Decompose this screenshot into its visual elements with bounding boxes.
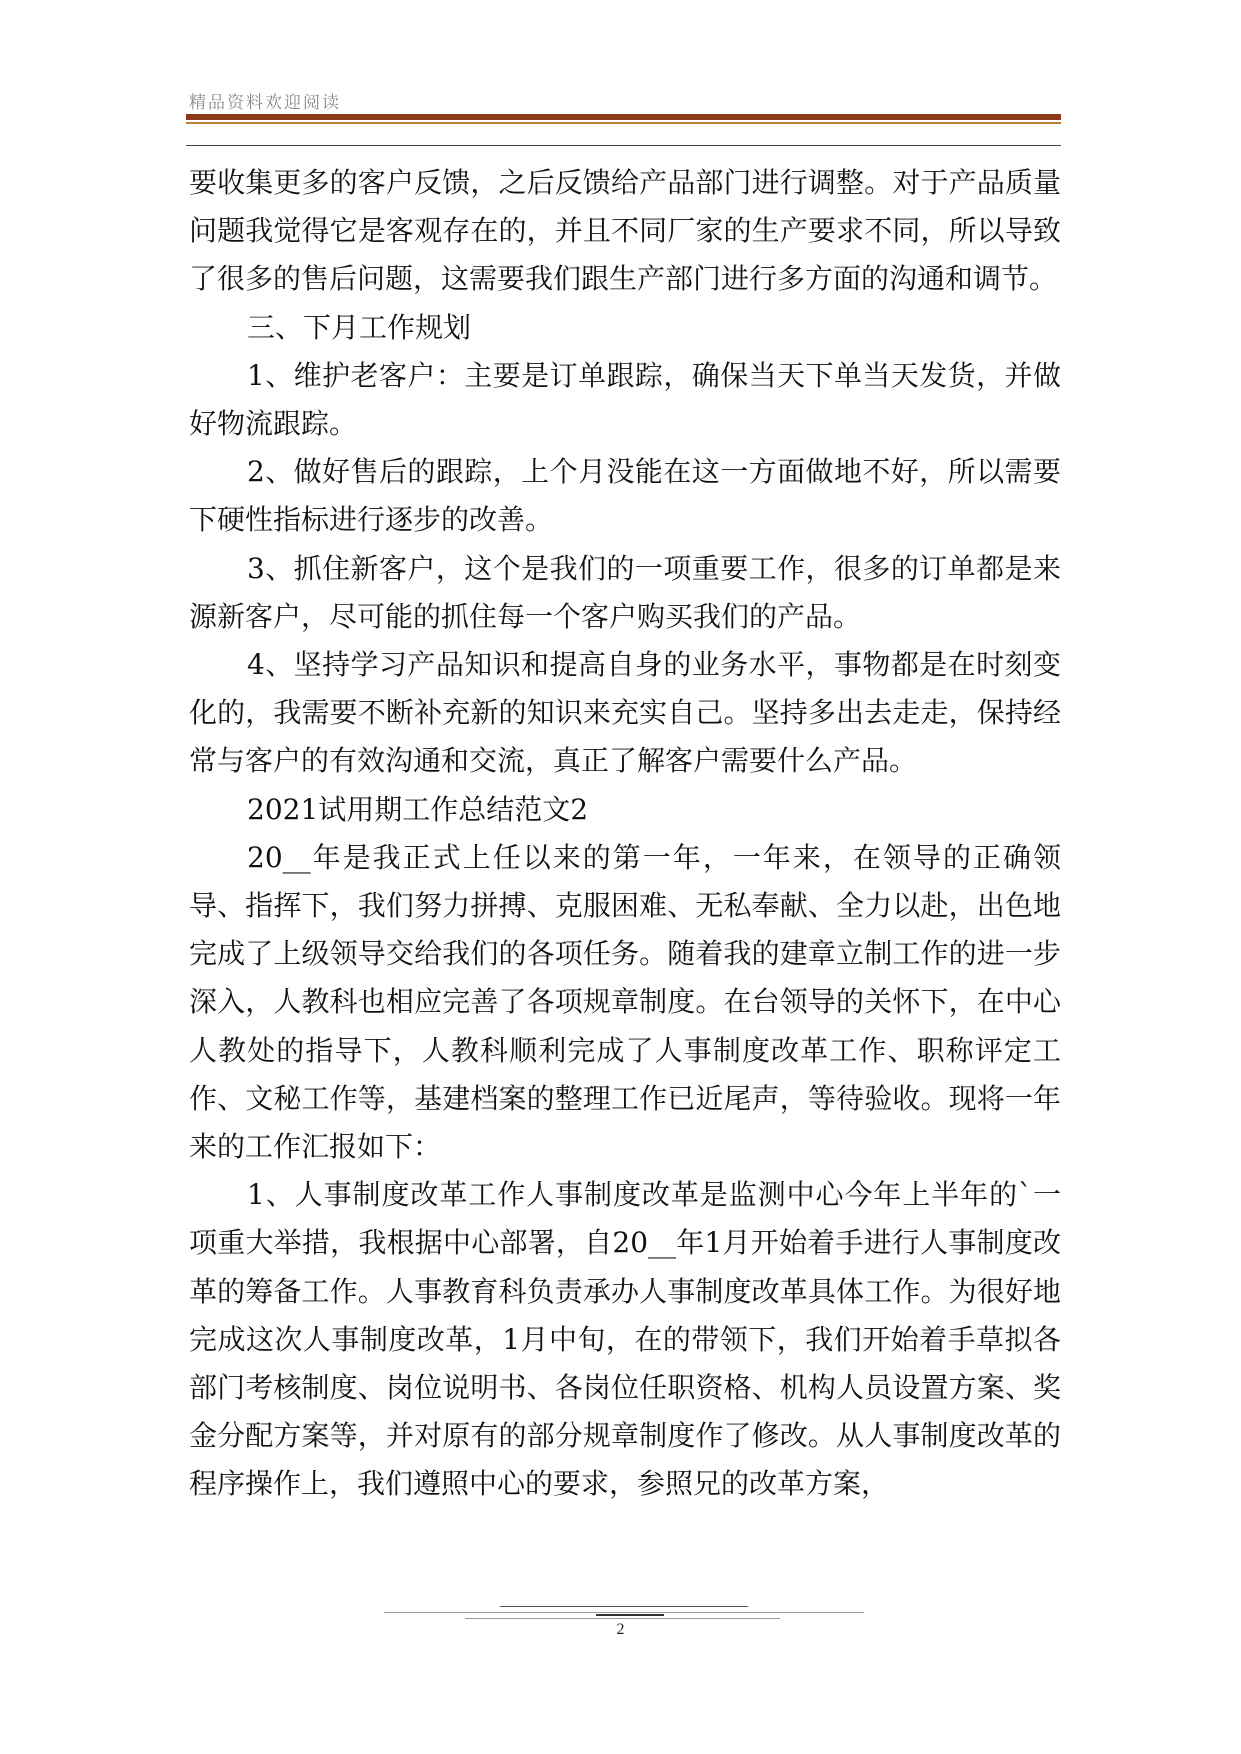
paragraph-hr-reform: 1、人事制度改革工作人事制度改革是监测中心今年上半年的`一项重大举措，我根据中心部署，自20__年1月开始着手进行人事制度改革的筹备工作。人事教育科负责承办人事制度改革具体工作。为很好地完成这次人事制度改革，1月中旬，在的带领下，我们开始着手草拟各部门考核制度、岗位说明书、各岗位任职资格、机构人员设置方案、奖金分配方案等，并对原有的部分规章制度作了修改。从人事制度改革的程序操作上，我们遵照中心的要求，参照兄的改革方案， (189, 1178, 1061, 1501)
footer-divider (384, 1612, 864, 1613)
footer-divider (500, 1606, 748, 1607)
paragraph-item-2: 2、做好售后的跟踪，上个月没能在这一方面做地不好，所以需要下硬性指标进行逐步的改善。 (189, 455, 1061, 537)
paragraph-item-3: 3、抓住新客户，这个是我们的一项重要工作，很多的订单都是来源新客户，尽可能的抓住每一个客户购买我们的产品。 (189, 551, 1061, 633)
document-body (189, 159, 1061, 1509)
page-number: 2 (616, 1621, 625, 1638)
header-divider-thick (186, 114, 1061, 120)
paragraph-item-4: 4、坚持学习产品知识和提高自身的业务水平，事物都是在时刻变化的，我需要不断补充新的知识来充实自己。坚持多出去走走，保持经常与客户的有效沟通和交流，真正了解客户需要什么产品。 (189, 648, 1061, 778)
header-divider-thin (186, 145, 1061, 146)
section-heading-next-month-plan: 三、下月工作规划 (247, 310, 472, 344)
article-title-2: 2021试用期工作总结范文2 (247, 792, 589, 826)
paragraph-item-1: 1、维护老客户：主要是订单跟踪，确保当天下单当天发货，并做好物流跟踪。 (189, 358, 1061, 441)
paragraph-continuation: 要收集更多的客户反馈，之后反馈给产品部门进行调整。对于产品质量问题我觉得它是客观存在的，并且不同厂家的生产要求不同，所以导致了很多的售后问题，这需要我们跟生产部门进行多方面的沟通和调节。 (189, 166, 1061, 296)
footer-divider (465, 1618, 780, 1619)
paragraph-intro: 20__年是我正式上任以来的第一年，一年来，在领导的正确领导、指挥下，我们努力拼搏、克服困难、无私奉献、全力以赴，出色地完成了上级领导交给我们的各项任务。随着我的建章立制工作的进一步深入，人教科也相应完善了各项规章制度。在台领导的关怀下，在中心人教处的指导下，人教科顺利完成了人事制度改革工作、职称评定工作、文秘工作等，基建档案的整理工作已近尾声，等待验收。现将一年来的工作汇报如下： (189, 840, 1061, 1164)
page-header-title: 精品资料欢迎阅读 (189, 93, 341, 113)
header-divider-accent (186, 122, 1061, 124)
footer-divider-accent (596, 1614, 664, 1616)
